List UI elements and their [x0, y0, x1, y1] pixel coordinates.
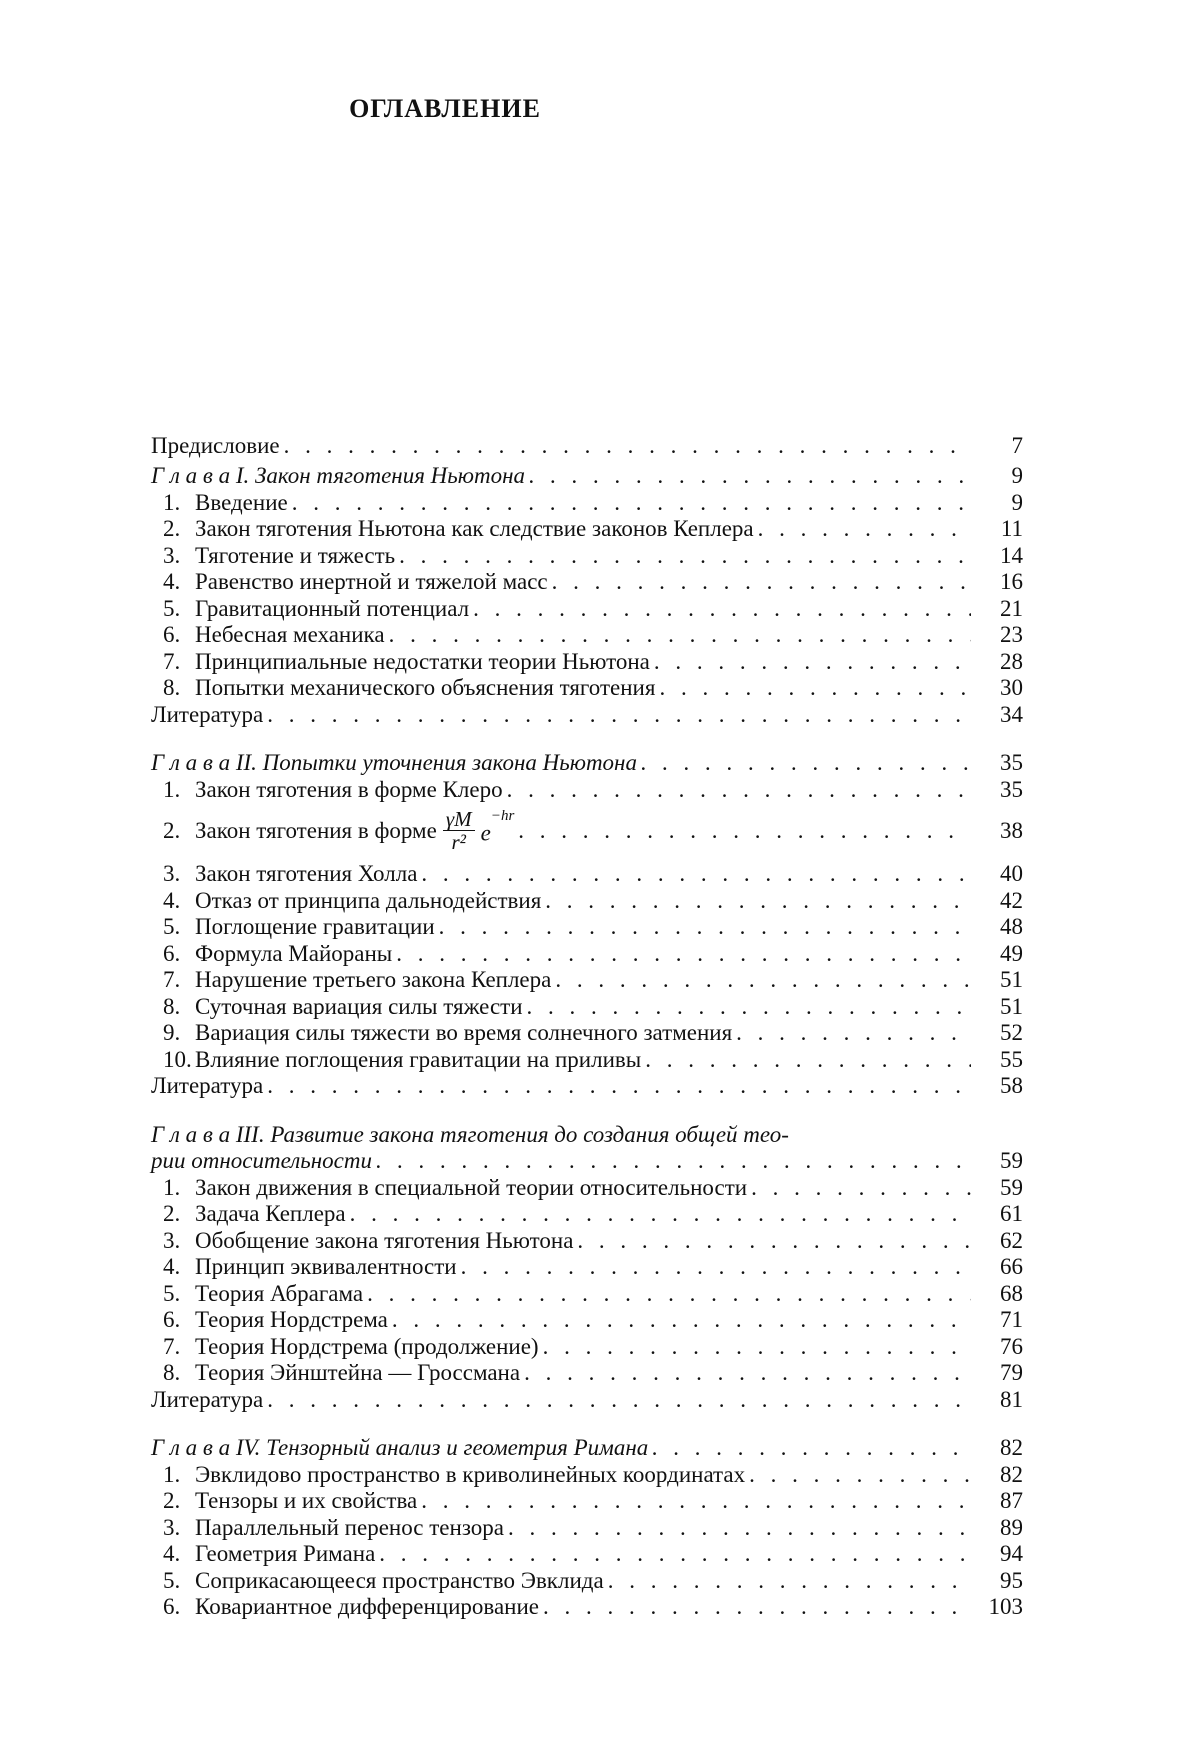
chapters-list	[151, 462, 1023, 1620]
toc-entry-label: Гравитационный потенциал	[195, 595, 470, 621]
toc-entry-label: Влияние поглощения гравитации на приливы	[195, 1046, 642, 1072]
toc-entry-label: Литература	[151, 1073, 264, 1098]
toc-entry-label: Литература	[151, 1386, 264, 1412]
toc-entry	[151, 1279, 1023, 1306]
leader-dots	[292, 491, 971, 515]
formula-exponential	[480, 807, 515, 846]
leader-dots	[641, 751, 971, 775]
chapter-heading	[151, 1434, 1023, 1461]
toc-entry-literature	[151, 1072, 1023, 1099]
toc-entry-label: Закон движения в специальной теории относительности	[195, 1174, 748, 1200]
leader-dots	[461, 1255, 971, 1279]
toc-entry	[151, 992, 1023, 1019]
leader-dots	[376, 1149, 971, 1173]
formula-denominator: r²	[451, 830, 466, 854]
toc-entry	[151, 775, 1023, 802]
toc-entry	[151, 886, 1023, 913]
toc-page-number: 51	[1000, 993, 1023, 1019]
toc-entry-number: 7.	[163, 967, 181, 992]
toc-entry-number: 4.	[163, 1541, 181, 1566]
toc-entry-number: 5.	[163, 595, 181, 621]
toc-entry-label: Формула Майораны	[195, 940, 393, 966]
leader-dots	[552, 570, 971, 594]
page-title: ОГЛАВЛЕНИЕ	[349, 94, 541, 123]
toc-entry-number: 5.	[163, 1567, 181, 1593]
toc-entry-label: Теория Нордстрема (продолжение)	[195, 1333, 539, 1359]
toc-entry-label: Закон тяготения Холла	[195, 861, 418, 886]
leader-dots	[758, 517, 971, 541]
chapter-heading-text-cont: рии относительности	[151, 1148, 372, 1173]
toc-entry	[151, 1332, 1023, 1359]
toc-page-number: 95	[1000, 1567, 1023, 1593]
toc-entry	[151, 541, 1023, 568]
toc-entry-number: 2.	[163, 817, 181, 843]
toc-page-number: 28	[1000, 648, 1023, 674]
toc-page-number: 103	[988, 1594, 1023, 1619]
toc-entry-label: Предисловие	[151, 432, 280, 458]
toc-entry	[151, 647, 1023, 674]
toc-entry	[151, 1019, 1023, 1046]
toc-entry-number: 1.	[163, 1174, 181, 1200]
toc-entry	[151, 1253, 1023, 1280]
chapter-heading-text: Г л а в а IV. Тензорный анализ и геометрия Римана	[151, 1435, 649, 1460]
toc-entry-number: 4.	[163, 569, 181, 594]
toc-entry	[151, 1359, 1023, 1386]
leader-dots	[555, 968, 971, 992]
leader-dots	[421, 862, 971, 886]
toc-page-number: 79	[1000, 1360, 1023, 1385]
toc-entry-number: 5.	[163, 1280, 181, 1306]
formula-fraction	[443, 808, 475, 853]
leader-dots	[507, 778, 971, 802]
toc-entry	[151, 913, 1023, 940]
toc-entry	[151, 1566, 1023, 1593]
chapter-heading-text: Г л а в а III. Развитие закона тяготения до создания общей тео-	[151, 1121, 789, 1147]
chapter-heading	[151, 462, 1023, 489]
leader-dots	[529, 464, 971, 488]
toc-page-number: 71	[1000, 1307, 1023, 1332]
toc-entry	[151, 1306, 1023, 1333]
toc-entry	[151, 1513, 1023, 1540]
toc-page-number: 42	[1000, 887, 1023, 913]
toc-entry-label: Геометрия Римана	[195, 1541, 376, 1566]
toc-entry-label: Тяготение и тяжесть	[195, 542, 396, 568]
toc-page-number: 66	[1000, 1254, 1023, 1279]
toc-entry-number: 5.	[163, 914, 181, 939]
toc-entry-number: 7.	[163, 648, 181, 674]
chapter-spacer	[151, 1098, 1023, 1112]
toc-page-number: 61	[1000, 1201, 1023, 1226]
leader-dots	[399, 544, 971, 568]
leader-dots	[543, 1335, 971, 1359]
toc-page-number: 51	[1000, 967, 1023, 992]
toc-entry-number: 7.	[163, 1333, 181, 1359]
toc-entry	[151, 939, 1023, 966]
leader-dots	[367, 1282, 971, 1306]
toc-entry-label: Теория Абрагама	[195, 1280, 364, 1306]
leader-dots	[267, 1388, 971, 1412]
toc-page-number: 58	[1000, 1073, 1023, 1098]
toc-page-number: 11	[1000, 516, 1023, 541]
leader-dots	[527, 995, 971, 1019]
toc-entry-number: 6.	[163, 622, 181, 647]
leader-dots	[439, 915, 971, 939]
toc-page-number: 40	[1000, 861, 1023, 886]
toc-entry-number: 6.	[163, 1307, 181, 1332]
leader-dots	[654, 650, 971, 674]
toc-entry-number: 1.	[163, 776, 181, 802]
leader-dots	[545, 889, 971, 913]
leader-dots	[577, 1229, 971, 1253]
toc-entry-label: Теория Нордстрема	[195, 1307, 388, 1332]
toc-entry-label: Соприкасающееся пространство Эвклида	[195, 1567, 604, 1593]
toc-entry-label: Закон тяготения в форме	[195, 817, 437, 843]
toc-page-number: 68	[1000, 1280, 1023, 1306]
leader-dots	[379, 1542, 971, 1566]
toc-entry-label: Теория Эйнштейна — Гроссмана	[195, 1360, 521, 1385]
leader-dots	[608, 1569, 971, 1593]
toc-entry	[151, 1045, 1023, 1072]
toc-entry	[151, 621, 1023, 648]
toc-entry-number: 4.	[163, 1254, 181, 1279]
chapter-spacer	[151, 1412, 1023, 1426]
chapter-heading-text: Г л а в а I. Закон тяготения Ньютона	[151, 463, 525, 488]
toc-page-number: 38	[1000, 817, 1023, 843]
toc-page-number: 89	[1000, 1514, 1023, 1540]
leader-dots	[543, 1595, 971, 1619]
leader-dots	[267, 1074, 971, 1098]
toc-entry	[151, 802, 1023, 860]
toc-entry-label: Литература	[151, 701, 264, 727]
leader-dots	[524, 1361, 971, 1385]
toc-entry	[151, 966, 1023, 993]
toc-entry-label: Суточная вариация силы тяжести	[195, 993, 523, 1019]
toc-entry-number: 8.	[163, 675, 181, 700]
toc-entry	[151, 1200, 1023, 1227]
toc-entry-label: Обобщение закона тяготения Ньютона	[195, 1227, 574, 1253]
toc-entry-number: 2.	[163, 516, 181, 541]
toc-entry-label: Принцип эквивалентности	[195, 1254, 457, 1279]
toc-page-number: 34	[1000, 701, 1023, 727]
toc-entry-label: Закон тяготения Ньютона как следствие законов Кеплера	[195, 516, 754, 541]
toc-entry-number: 1.	[163, 1461, 181, 1487]
toc-entry	[151, 674, 1023, 701]
toc-entry-label: Тензоры и их свойства	[195, 1488, 418, 1513]
toc-entry-label: Введение	[195, 489, 288, 515]
leader-dots	[396, 942, 971, 966]
toc-page-number: 48	[1000, 914, 1023, 939]
toc-page-number: 30	[1000, 675, 1023, 700]
toc-page-number: 55	[1000, 1046, 1023, 1072]
toc-page-number: 14	[1000, 542, 1023, 568]
toc-entry	[151, 1460, 1023, 1487]
leader-dots	[421, 1489, 971, 1513]
toc-page-number: 87	[1000, 1488, 1023, 1513]
toc-page-number: 35	[1000, 776, 1023, 802]
leader-dots	[652, 1436, 971, 1460]
toc-entry-label: Задача Кеплера	[195, 1201, 346, 1226]
toc-page-number: 62	[1000, 1227, 1023, 1253]
toc-entry-label: Поглощение гравитации	[195, 914, 435, 939]
chapter-heading-continuation	[151, 1147, 1023, 1174]
toc-page-number: 16	[1000, 569, 1023, 594]
leader-dots	[389, 623, 971, 647]
leader-dots	[518, 819, 971, 843]
toc-entry-number: 4.	[163, 887, 181, 913]
chapter-heading-text: Г л а в а II. Попытки уточнения закона Ньютона	[151, 750, 637, 775]
leader-dots	[350, 1202, 971, 1226]
toc-entry	[151, 1593, 1023, 1620]
toc-entry	[151, 594, 1023, 621]
toc-entry-number: 3.	[163, 542, 181, 568]
toc-entry-number: 3.	[163, 1227, 181, 1253]
toc-entry-number: 2.	[163, 1488, 181, 1513]
toc-page-number: 9	[1011, 463, 1023, 488]
toc-page-number: 82	[1000, 1461, 1023, 1487]
leader-dots	[645, 1048, 971, 1072]
toc-entry-preface	[151, 431, 1023, 458]
toc-entry-label: Небесная механика	[195, 622, 385, 647]
toc-page-number: 81	[1000, 1386, 1023, 1412]
chapter-heading	[151, 749, 1023, 776]
toc-entry-number: 8.	[163, 1360, 181, 1385]
toc-entry	[151, 568, 1023, 595]
formula-exp-base: e	[480, 820, 491, 846]
toc-page-number: 76	[1000, 1333, 1023, 1359]
leader-dots	[736, 1021, 971, 1045]
leader-dots	[392, 1308, 971, 1332]
toc-entry	[151, 1173, 1023, 1200]
toc-entry-label: Принципиальные недостатки теории Ньютона	[195, 648, 650, 674]
toc-entry-number: 9.	[163, 1020, 181, 1045]
toc-entry-label: Попытки механического объяснения тяготения	[195, 675, 656, 700]
toc-entry-label: Ковариантное дифференцирование	[195, 1594, 540, 1619]
toc-entry-number: 6.	[163, 1594, 181, 1619]
toc-page-number: 49	[1000, 940, 1023, 966]
toc-entry-label: Вариация силы тяжести во время солнечного затмения	[195, 1020, 733, 1045]
toc-entry-label: Отказ от принципа дальнодействия	[195, 887, 542, 913]
leader-dots	[508, 1516, 971, 1540]
toc-entry	[151, 515, 1023, 542]
toc-page-number: 94	[1000, 1541, 1023, 1566]
chapter-heading	[151, 1120, 1023, 1147]
toc-page-number: 21	[1000, 595, 1023, 621]
toc-entry-label: Нарушение третьего закона Кеплера	[195, 967, 552, 992]
toc-entry	[151, 1540, 1023, 1567]
formula-numerator: γM	[443, 808, 475, 831]
leader-dots	[659, 676, 971, 700]
toc-page-number: 82	[1000, 1435, 1023, 1460]
toc-entry	[151, 1226, 1023, 1253]
leader-dots	[749, 1463, 971, 1487]
formula-exponent: −hr	[490, 807, 515, 824]
toc-page-number: 59	[1000, 1148, 1023, 1173]
toc-entry-literature	[151, 1385, 1023, 1412]
toc-page-number: 9	[1011, 489, 1023, 515]
toc-page-number: 52	[1000, 1020, 1023, 1045]
toc-entry-number: 1.	[163, 489, 181, 515]
toc-page-number: 59	[1000, 1174, 1023, 1200]
toc-entry	[151, 860, 1023, 887]
toc-entry	[151, 1487, 1023, 1514]
toc-entry-label: Параллельный перенос тензора	[195, 1514, 504, 1540]
leader-dots	[267, 703, 971, 727]
toc-entry-number: 6.	[163, 940, 181, 966]
chapter-spacer	[151, 727, 1023, 741]
toc-entry-number: 3.	[163, 1514, 181, 1540]
toc-page-number: 35	[1000, 750, 1023, 775]
toc-entry-label: Закон тяготения в форме Клеро	[195, 776, 503, 802]
toc-entry-number: 3.	[163, 861, 181, 886]
toc-entry-number: 2.	[163, 1201, 181, 1226]
toc-entry-label: Равенство инертной и тяжелой масс	[195, 569, 548, 594]
leader-dots	[751, 1176, 971, 1200]
toc-entry-number: 8.	[163, 993, 181, 1019]
toc-entry-number: 10.	[163, 1046, 192, 1072]
toc-page-number: 23	[1000, 622, 1023, 647]
toc-entry-literature	[151, 700, 1023, 727]
toc-page-number: 7	[1011, 432, 1023, 458]
table-of-contents	[151, 431, 1023, 1619]
toc-entry	[151, 488, 1023, 515]
toc-entry-label: Эвклидово пространство в криволинейных координатах	[195, 1461, 746, 1487]
leader-dots	[473, 597, 971, 621]
leader-dots	[284, 434, 971, 458]
